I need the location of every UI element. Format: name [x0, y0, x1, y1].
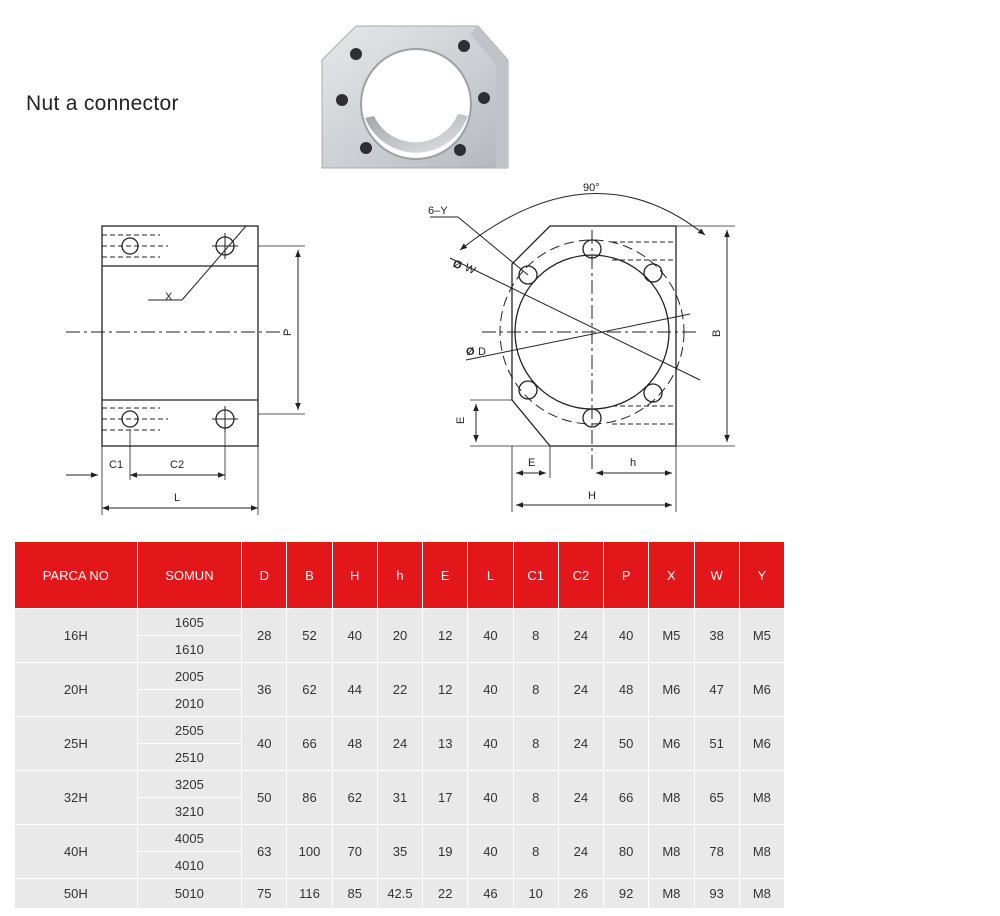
value-cell: 40 [468, 825, 513, 879]
value-cell: M6 [649, 663, 694, 717]
nut-mount-photo [318, 24, 514, 172]
spec-table [14, 541, 785, 909]
value-cell: 8 [513, 663, 558, 717]
table-row [15, 609, 785, 636]
value-cell: 19 [423, 825, 468, 879]
value-cell: 50 [604, 717, 649, 771]
value-cell: 8 [513, 717, 558, 771]
value-cell: M8 [739, 825, 784, 879]
label-c2: C2 [170, 459, 185, 471]
value-cell: 42.5 [377, 879, 422, 909]
value-cell: 85 [332, 879, 377, 909]
header-cell: W [694, 542, 739, 609]
table-row [15, 663, 785, 690]
nut-cell: 2510 [137, 744, 242, 771]
header-cell: C1 [513, 542, 558, 609]
header-cell: h [377, 542, 422, 609]
label-h-big: H [588, 490, 596, 502]
value-cell: M6 [739, 663, 784, 717]
label-d-symbol: Ø [466, 346, 475, 358]
value-cell: M8 [649, 771, 694, 825]
value-cell: 24 [558, 825, 603, 879]
value-cell: 62 [332, 771, 377, 825]
value-cell: 24 [558, 609, 603, 663]
value-cell: M5 [649, 609, 694, 663]
label-p: P [282, 328, 294, 336]
value-cell: M6 [739, 717, 784, 771]
table-row [15, 771, 785, 798]
value-cell: 40 [468, 663, 513, 717]
value-cell: M6 [649, 717, 694, 771]
label-w: W [462, 261, 478, 278]
header-cell: E [423, 542, 468, 609]
label-c1: C1 [109, 459, 124, 471]
header-cell: L [468, 542, 513, 609]
nut-cell: 3205 [137, 771, 242, 798]
label-w-symbol: Ø [450, 257, 464, 273]
nut-cell: 1605 [137, 609, 242, 636]
value-cell: M8 [649, 825, 694, 879]
header-cell: P [604, 542, 649, 609]
header-row [15, 542, 785, 609]
value-cell: 13 [423, 717, 468, 771]
value-cell: M8 [739, 879, 784, 909]
value-cell: 8 [513, 825, 558, 879]
part-number-cell: 40H [15, 825, 138, 879]
value-cell: 12 [423, 663, 468, 717]
value-cell: 48 [604, 663, 649, 717]
value-cell: 46 [468, 879, 513, 909]
table-row [15, 879, 785, 909]
value-cell: 24 [558, 771, 603, 825]
nut-cell: 3210 [137, 798, 242, 825]
value-cell: 12 [423, 609, 468, 663]
value-cell: 50 [242, 771, 287, 825]
value-cell: 62 [287, 663, 332, 717]
value-cell: 8 [513, 771, 558, 825]
spec-table-body [15, 609, 785, 909]
label-angle: 90° [583, 182, 600, 194]
value-cell: 40 [468, 771, 513, 825]
header-cell: B [287, 542, 332, 609]
header-cell: D [242, 542, 287, 609]
nut-cell: 2010 [137, 690, 242, 717]
nut-cell: 2005 [137, 663, 242, 690]
value-cell: 47 [694, 663, 739, 717]
nut-cell: 4010 [137, 852, 242, 879]
value-cell: M8 [739, 771, 784, 825]
label-b: B [711, 329, 723, 337]
value-cell: 44 [332, 663, 377, 717]
value-cell: 48 [332, 717, 377, 771]
value-cell: 92 [604, 879, 649, 909]
value-cell: 26 [558, 879, 603, 909]
value-cell: 38 [694, 609, 739, 663]
value-cell: 86 [287, 771, 332, 825]
value-cell: 40 [332, 609, 377, 663]
value-cell: 78 [694, 825, 739, 879]
front-view [430, 193, 735, 512]
nut-cell: 1610 [137, 636, 242, 663]
value-cell: 70 [332, 825, 377, 879]
value-cell: 65 [694, 771, 739, 825]
product-caption: Nut a connector [26, 92, 179, 115]
value-cell: 35 [377, 825, 422, 879]
value-cell: 31 [377, 771, 422, 825]
value-cell: 63 [242, 825, 287, 879]
value-cell: 40 [468, 717, 513, 771]
value-cell: 100 [287, 825, 332, 879]
nut-cell: 4005 [137, 825, 242, 852]
value-cell: 17 [423, 771, 468, 825]
value-cell: 80 [604, 825, 649, 879]
value-cell: 8 [513, 609, 558, 663]
value-cell: 40 [604, 609, 649, 663]
table-row [15, 825, 785, 852]
value-cell: 75 [242, 879, 287, 909]
label-x: X [165, 291, 173, 303]
header-cell: PARCA NO [15, 542, 138, 609]
value-cell: 10 [513, 879, 558, 909]
label-d: D [478, 346, 486, 358]
value-cell: 24 [558, 717, 603, 771]
value-cell: 52 [287, 609, 332, 663]
part-number-cell: 16H [15, 609, 138, 663]
nut-cell: 5010 [137, 879, 242, 909]
value-cell: 22 [423, 879, 468, 909]
value-cell: 28 [242, 609, 287, 663]
nut-cell: 2505 [137, 717, 242, 744]
value-cell: 24 [377, 717, 422, 771]
value-cell: 66 [287, 717, 332, 771]
header-cell: Y [739, 542, 784, 609]
header-cell: SOMUN [137, 542, 242, 609]
value-cell: 22 [377, 663, 422, 717]
part-number-cell: 32H [15, 771, 138, 825]
part-number-cell: 25H [15, 717, 138, 771]
header-cell: H [332, 542, 377, 609]
value-cell: 66 [604, 771, 649, 825]
label-e-bottom: E [528, 457, 536, 469]
label-e-left: E [455, 416, 467, 424]
technical-drawing [0, 170, 1000, 520]
value-cell: 36 [242, 663, 287, 717]
value-cell: 24 [558, 663, 603, 717]
value-cell: 116 [287, 879, 332, 909]
value-cell: 20 [377, 609, 422, 663]
table-row [15, 717, 785, 744]
value-cell: M8 [649, 879, 694, 909]
label-h-small: h [630, 457, 637, 469]
part-number-cell: 20H [15, 663, 138, 717]
header-cell: X [649, 542, 694, 609]
value-cell: 40 [242, 717, 287, 771]
value-cell: 93 [694, 879, 739, 909]
value-cell: 40 [468, 609, 513, 663]
header-cell: C2 [558, 542, 603, 609]
part-number-cell: 50H [15, 879, 138, 909]
label-l: L [174, 492, 181, 504]
side-view [66, 226, 305, 515]
value-cell: M5 [739, 609, 784, 663]
label-holes: 6–Y [428, 205, 448, 217]
value-cell: 51 [694, 717, 739, 771]
